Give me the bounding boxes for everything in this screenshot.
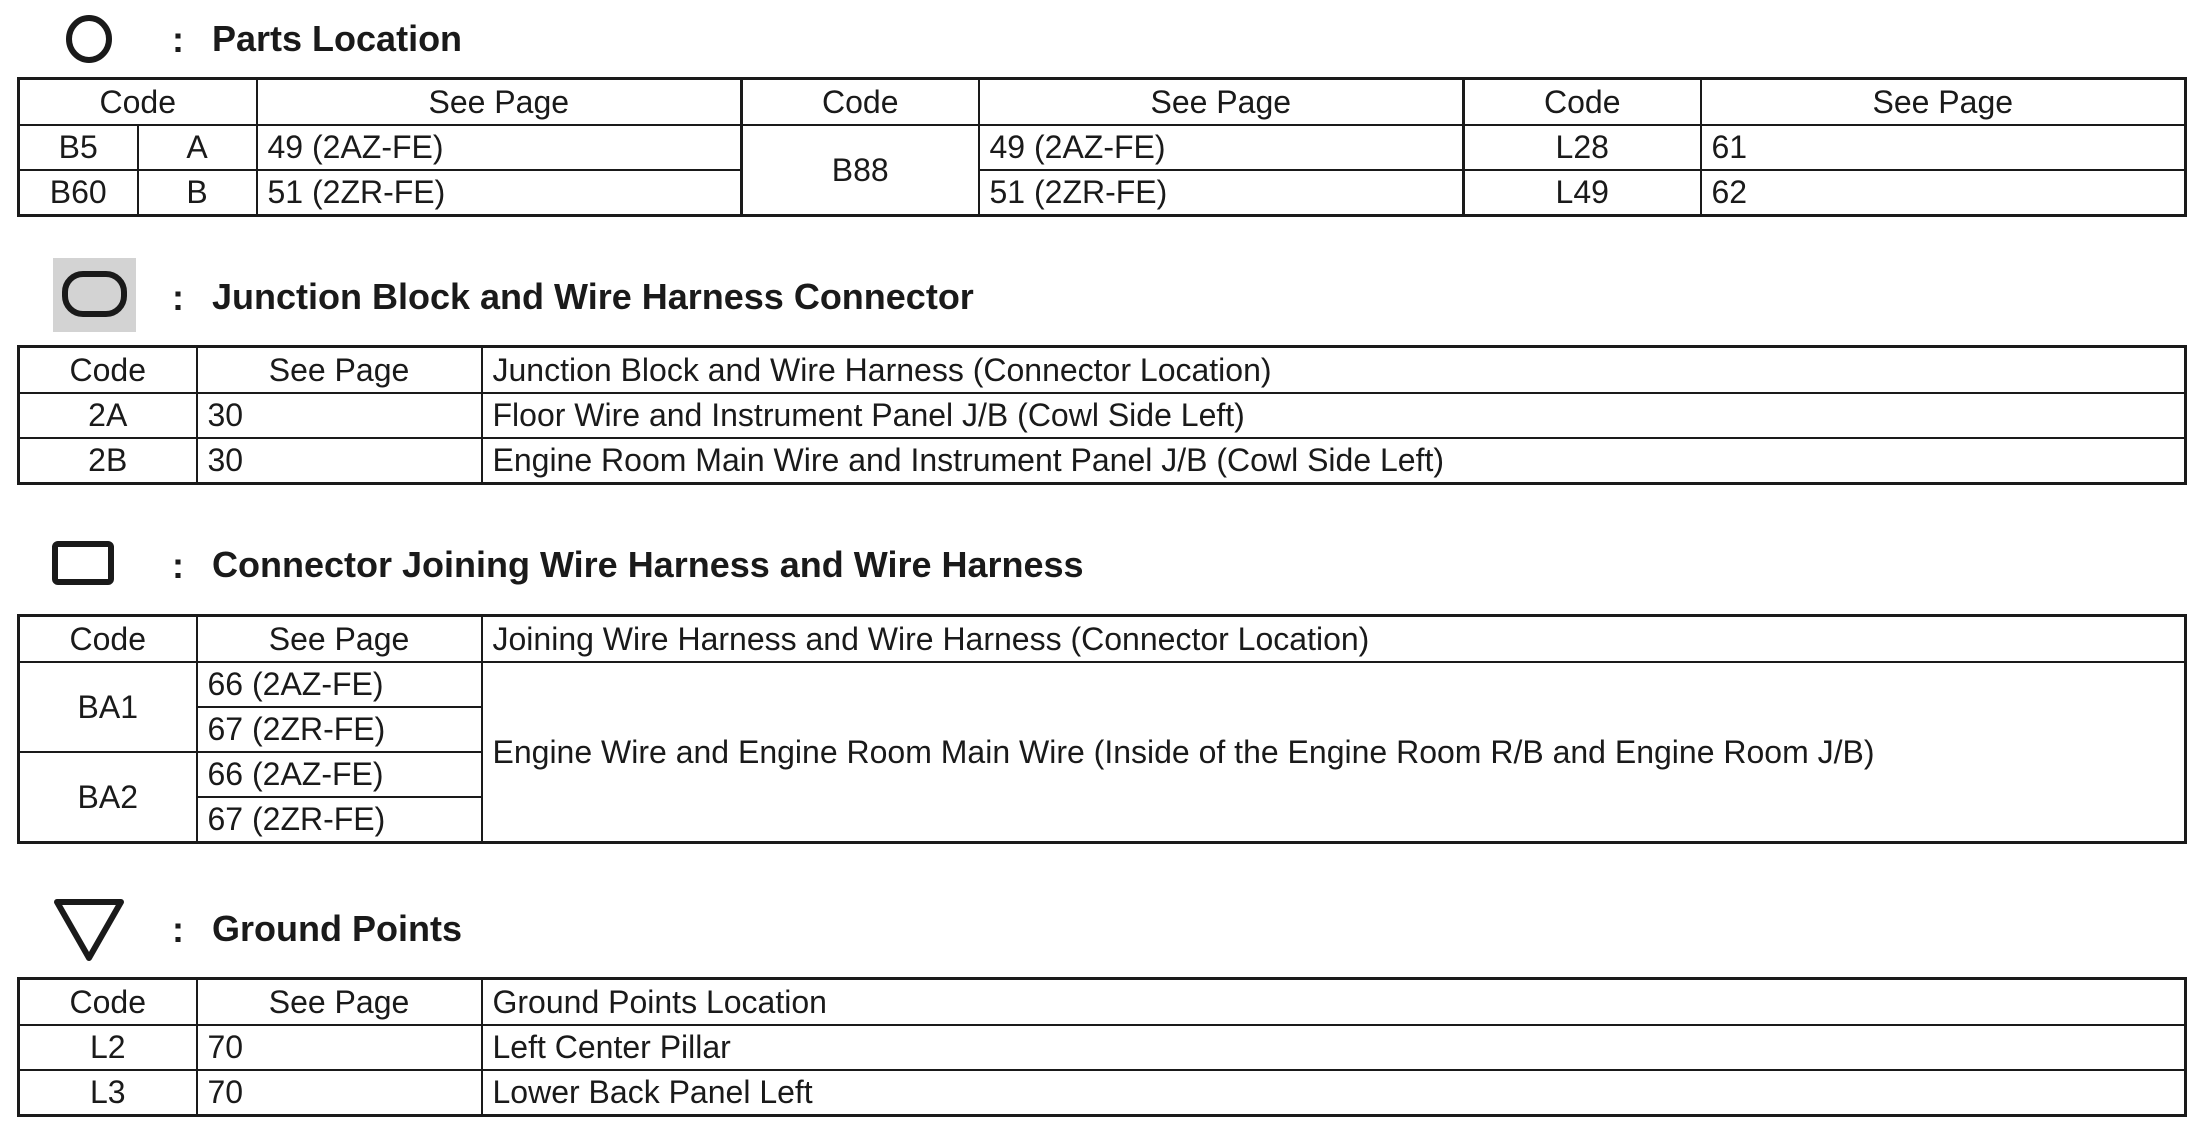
header-see-page: See Page [197,616,482,663]
table-row [19,170,2186,216]
page-cell: 51 (2ZR-FE) [979,170,1464,216]
code-cell: L28 [1464,125,1701,170]
header-code: Code [742,79,979,126]
page-cell: 66 (2AZ-FE) [197,752,482,797]
header-see-page: See Page [979,79,1464,126]
page-cell: 67 (2ZR-FE) [197,797,482,843]
joining-connector-header [0,536,2193,596]
table-row [19,1070,2186,1116]
header-see-page: See Page [197,979,482,1026]
junction-block-title: Junction Block and Wire Harness Connector [212,276,974,317]
joining-connector-colon: : [172,545,184,586]
location-cell: Engine Wire and Engine Room Main Wire (Inside of the Engine Room R/B and Engine Room J/B) [482,662,2186,843]
header-location: Ground Points Location [482,979,2186,1026]
page-cell: 49 (2AZ-FE) [257,125,742,170]
header-location: Junction Block and Wire Harness (Connector Location) [482,347,2186,394]
page-cell: 49 (2AZ-FE) [979,125,1464,170]
location-cell: Left Center Pillar [482,1025,2186,1070]
location-cell: Lower Back Panel Left [482,1070,2186,1116]
header-code: Code [19,979,197,1026]
code-cell: BA2 [19,752,197,843]
page-cell: 67 (2ZR-FE) [197,707,482,752]
triangle-down-icon [51,896,127,964]
rectangle-icon [51,540,115,586]
header-see-page: See Page [1701,79,2186,126]
header-code: Code [19,79,257,126]
table-row [19,393,2186,438]
header-see-page: See Page [257,79,742,126]
page-cell: 70 [197,1070,482,1116]
code-cell: B5 [19,125,138,170]
header-location: Joining Wire Harness and Wire Harness (Connector Location) [482,616,2186,663]
parts-location-title: Parts Location [212,18,463,59]
page-cell: 30 [197,393,482,438]
page-cell: 66 (2AZ-FE) [197,662,482,707]
code-cell: L2 [19,1025,197,1070]
rounded-rect-icon [53,258,136,332]
code-cell: B88 [742,125,979,216]
header-see-page: See Page [197,347,482,394]
junction-block-table [17,345,2187,485]
code-cell: L49 [1464,170,1701,216]
parts-location-table [17,77,2187,217]
table-row [19,1025,2186,1070]
page-cell: 61 [1701,125,2186,170]
page-cell: 70 [197,1025,482,1070]
page-cell: 30 [197,438,482,484]
table-header-row [19,347,2186,394]
junction-block-colon: : [172,277,184,318]
ground-points-title: Ground Points [212,908,462,949]
ground-points-header [0,896,2193,956]
header-code: Code [1464,79,1701,126]
code-cell: BA1 [19,662,197,752]
code-cell: 2B [19,438,197,484]
junction-block-header [0,258,2193,318]
circle-icon [64,13,114,65]
joining-connector-title: Connector Joining Wire Harness and Wire Harness [212,544,1084,585]
table-row [19,438,2186,484]
ground-points-colon: : [172,909,184,950]
page-cell: 51 (2ZR-FE) [257,170,742,216]
header-code: Code [19,616,197,663]
table-header-row [19,79,2186,126]
parts-location-colon: : [172,19,184,60]
location-cell: Floor Wire and Instrument Panel J/B (Cowl Side Left) [482,393,2186,438]
code-cell: B60 [19,170,138,216]
table-header-row [19,979,2186,1026]
joining-connector-table [17,614,2187,844]
page-cell: 62 [1701,170,2186,216]
ground-points-table [17,977,2187,1117]
table-row [19,125,2186,170]
header-code: Code [19,347,197,394]
sub-code-cell: A [138,125,257,170]
table-row [19,662,2186,707]
code-cell: 2A [19,393,197,438]
parts-location-header [0,8,2193,68]
location-cell: Engine Room Main Wire and Instrument Panel J/B (Cowl Side Left) [482,438,2186,484]
table-header-row [19,616,2186,663]
code-cell: L3 [19,1070,197,1116]
sub-code-cell: B [138,170,257,216]
